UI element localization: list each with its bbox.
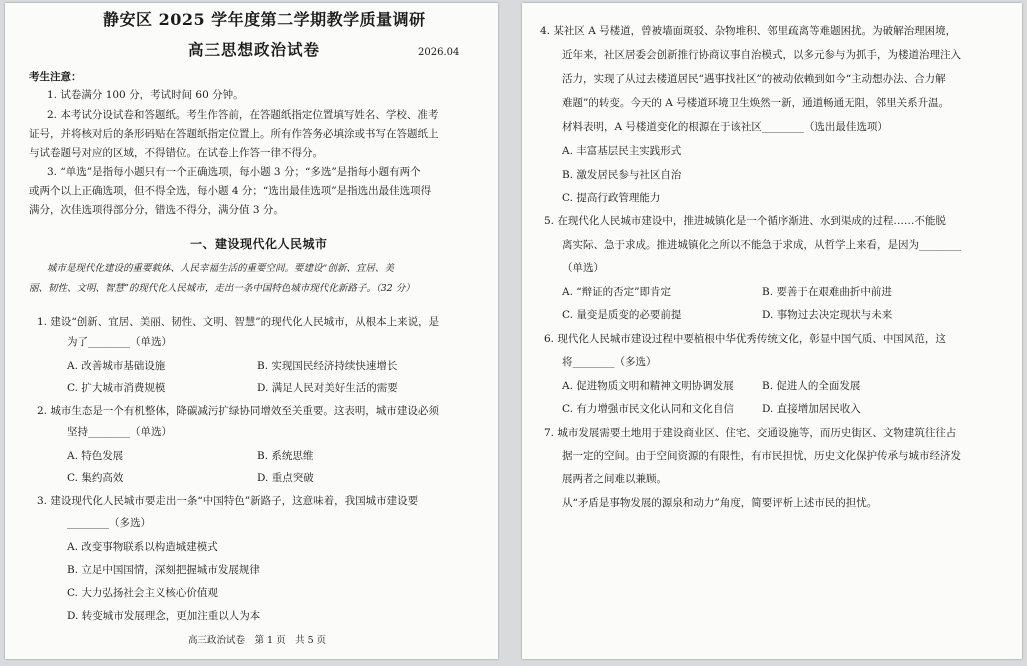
exam-date: 2026.04 (418, 47, 460, 58)
question-6-stem: 将________（多选） (562, 356, 657, 368)
question-6-option: A. 促进物质文明和精神文明协调发展 (562, 380, 734, 392)
question-3-stem: ________（多选） (67, 517, 151, 529)
question-2-stem: 坚持________（单选） (67, 426, 172, 438)
question-6-option: D. 直接增加居民收入 (762, 403, 861, 415)
question-5-stem: 离实际、急于求成。推进城镇化之所以不能急于求成，从哲学上来看，是因为________ (562, 239, 961, 251)
question-5-stem: 5. 在现代化人民城市建设中，推进城镇化是一个循序渐进、水到渠成的过程……不能脱 (544, 215, 946, 227)
question-6-stem: 6. 现代化人民城市建设过程中要植根中华优秀传统文化，彰显中国气质、中国风范，这 (544, 333, 946, 345)
notice-line: 1. 试卷满分 100 分，考试时间 60 分钟。 (47, 89, 244, 101)
question-5-option: A. “辩证的否定”即肯定 (562, 286, 671, 298)
question-1-stem: 为了________（单选） (67, 336, 172, 348)
question-7-stem: 展两者之间难以兼顾。 (562, 473, 667, 485)
page-footer: 高三政治试卷 第 1 页 共 5 页 (188, 635, 327, 646)
section-intro-line: 城市是现代化建设的重要载体、人民幸福生活的重要空间。要建设“创新、宜居、美 (47, 263, 394, 274)
exam-subtitle: 高三思想政治试卷 (188, 40, 321, 59)
question-2-option: A. 特色发展 (67, 450, 124, 462)
question-2-option: B. 系统思维 (257, 450, 314, 462)
question-7-stem: 从“矛盾是事物发展的源泉和动力”角度，简要评析上述市民的担忧。 (562, 497, 878, 509)
question-5-stem: （单选） (562, 262, 604, 274)
question-2-option: C. 集约高效 (67, 472, 124, 484)
question-1-option: C. 扩大城市消费规模 (67, 382, 166, 394)
question-1-stem: 1. 建设“创新、宜居、美丽、韧性、文明、智慧”的现代化人民城市，从根本上来说，是 (37, 316, 440, 328)
notice-line: 满分，次佳选项得部分分，错选不得分，满分值 3 分。 (29, 204, 284, 216)
question-5-option: D. 事物过去决定现状与未来 (762, 309, 893, 321)
question-4-stem: 活力，实现了从过去楼道居民“遇事找社区”的被动依赖到如今“主动想办法、合力解 (562, 73, 946, 85)
question-4-stem: 难题”的转变。今天的 A 号楼道环境卫生焕然一新，通道畅通无阻，邻里关系升温。 (562, 97, 950, 109)
question-2-stem: 2. 城市生态是一个有机整体，降碳减污扩绿协同增效至关重要。这表明，城市建设必须 (37, 405, 439, 417)
notice-heading: 考生注意： (29, 71, 82, 83)
question-4-option: A. 丰富基层民主实践形式 (562, 145, 682, 157)
notice-line: 2. 本考试分设试卷和答题纸。考生作答前，在答题纸指定位置填写姓名、学校、准考 (47, 109, 439, 121)
question-3-option: C. 大力弘扬社会主义核心价值观 (67, 587, 218, 599)
question-1-option: B. 实现国民经济持续快速增长 (257, 360, 398, 372)
question-3-stem: 3. 建设现代化人民城市要走出一条“中国特色”新路子，这意味着，我国城市建设要 (37, 495, 419, 507)
exam-title: 静安区 2025 学年度第二学期教学质量调研 (103, 10, 426, 29)
question-1-option: D. 满足人民对美好生活的需要 (257, 382, 398, 394)
question-7-stem: 7. 城市发展需要土地用于建设商业区、住宅、交通设施等，而历史街区、文物建筑往往占 (544, 427, 957, 439)
question-4-stem: 材料表明，A 号楼道变化的根源在于该社区________（选出最佳选项） (562, 121, 888, 133)
notice-line: 与试卷题号对应的区域，不得错位。在试卷上作答一律不得分。 (29, 147, 323, 159)
question-5-option: C. 量变是质变的必要前提 (562, 309, 682, 321)
question-1-option: A. 改善城市基础设施 (67, 360, 166, 372)
question-3-option: D. 转变城市发展理念，更加注重以人为本 (67, 610, 261, 622)
question-4-stem: 4. 某社区 A 号楼道，曾被墙面斑驳、杂物堆积、邻里疏离等难题困扰。为破解治理困境， (540, 25, 957, 37)
question-6-option: C. 有力增强市民文化认同和文化自信 (562, 403, 734, 415)
question-4-option: C. 提高行政管理能力 (562, 192, 661, 204)
question-3-option: B. 立足中国国情，深刻把握城市发展规律 (67, 564, 260, 576)
exam-page-2 (522, 3, 1022, 659)
question-3-option: A. 改变事物联系以构造城建模式 (67, 541, 218, 553)
question-5-option: B. 要善于在艰难曲折中前进 (762, 286, 892, 298)
section-intro-line: 丽、韧性、文明、智慧”的现代化人民城市，走出一条中国特色城市现代化新路子。（32 分） (29, 283, 415, 294)
notice-line: 证号，并将核对后的条形码贴在答题纸指定位置上。所有作答务必填涂或书写在答题纸上 (29, 128, 439, 140)
question-4-stem: 近年来，社区居委会创新推行协商议事自治模式，以多元参与为抓手，为楼道治理注入 (562, 49, 961, 61)
question-6-option: B. 促进人的全面发展 (762, 380, 861, 392)
question-2-option: D. 重点突破 (257, 472, 314, 484)
section-title: 一、建设现代化人民城市 (190, 237, 328, 251)
notice-line: 3. “单选”是指每小题只有一个正确选项，每小题 3 分；“多选”是指每小题有两个 (47, 166, 421, 178)
notice-line: 或两个以上正确选项，但不得全选，每小题 4 分；“选出最佳选项”是指选出最佳选项得 (29, 185, 432, 197)
exam-page-1 (5, 3, 498, 659)
question-7-stem: 据一定的空间。由于空间资源的有限性，有市民担忧，历史文化保护传承与城市经济发 (562, 450, 961, 462)
question-4-option: B. 激发居民参与社区自治 (562, 169, 682, 181)
